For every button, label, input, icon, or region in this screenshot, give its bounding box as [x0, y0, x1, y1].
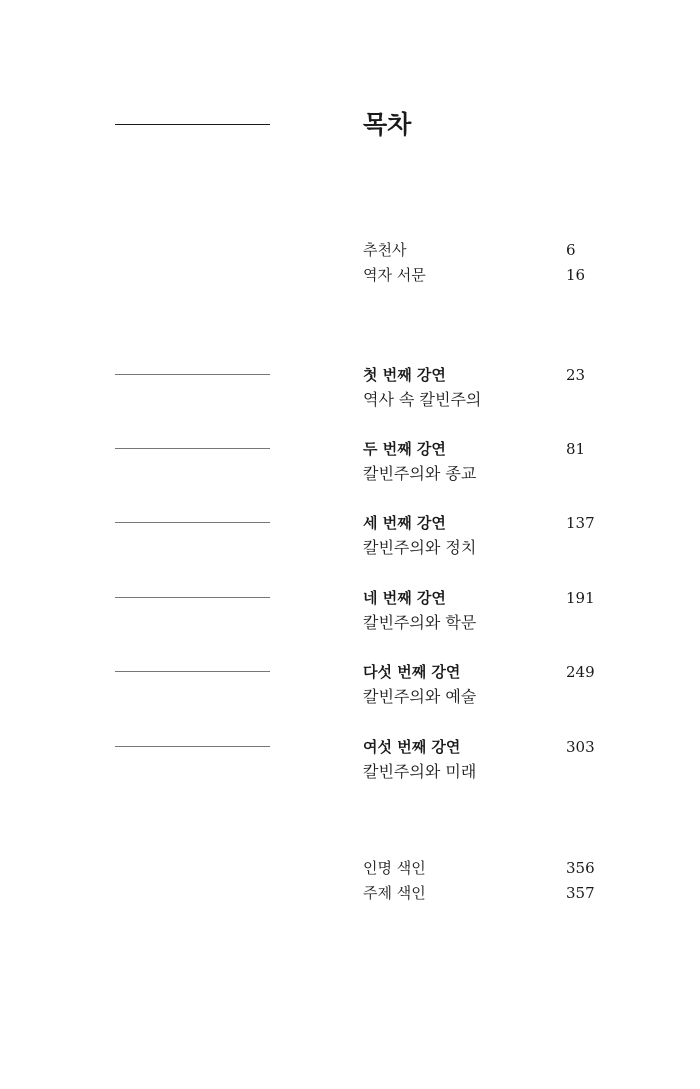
lecture-subtitle: 역사 속 칼빈주의 — [363, 390, 482, 409]
lecture-rule — [115, 374, 270, 375]
lecture-page: 137 — [566, 514, 595, 532]
lecture-subtitle: 칼빈주의와 예술 — [363, 687, 477, 706]
lecture-page: 23 — [566, 366, 586, 384]
toc-lecture-2[interactable] — [0, 438, 700, 488]
lecture-rule — [115, 597, 270, 598]
lecture-subtitle: 칼빈주의와 종교 — [363, 464, 477, 483]
toc-entry-foreword[interactable] — [363, 238, 603, 262]
toc-lecture-5[interactable] — [0, 661, 700, 711]
lecture-subtitle: 칼빈주의와 미래 — [363, 762, 477, 781]
toc-entry-page: 357 — [566, 884, 595, 902]
lecture-page: 249 — [566, 663, 595, 681]
lecture-rule — [115, 671, 270, 672]
toc-entry-label: 역자 서문 — [363, 266, 426, 284]
toc-entry-page: 16 — [566, 266, 586, 284]
lecture-subtitle: 칼빈주의와 학문 — [363, 613, 477, 632]
toc-lecture-3[interactable] — [0, 512, 700, 562]
lecture-title: 세 번째 강연 — [363, 514, 446, 532]
lecture-title: 첫 번째 강연 — [363, 366, 446, 384]
lecture-rule — [115, 448, 270, 449]
lecture-subtitle: 칼빈주의와 정치 — [363, 538, 477, 557]
toc-entry-page: 6 — [566, 241, 576, 259]
lecture-page: 81 — [566, 440, 586, 458]
toc-lecture-6[interactable] — [0, 736, 700, 786]
toc-entry-label: 주제 색인 — [363, 884, 426, 902]
lecture-title: 다섯 번째 강연 — [363, 663, 461, 681]
lecture-page: 191 — [566, 589, 595, 607]
toc-entry-page: 356 — [566, 859, 595, 877]
lecture-title: 두 번째 강연 — [363, 440, 446, 458]
toc-lecture-4[interactable] — [0, 587, 700, 637]
toc-lecture-1[interactable] — [0, 364, 700, 414]
lecture-rule — [115, 746, 270, 747]
page-title: 목차 — [363, 110, 412, 139]
lecture-title: 네 번째 강연 — [363, 589, 446, 607]
toc-entry-label: 인명 색인 — [363, 859, 426, 877]
toc-entry-subject-index[interactable] — [363, 881, 603, 905]
title-rule — [115, 124, 270, 125]
toc-entry-name-index[interactable] — [363, 856, 603, 880]
lecture-page: 303 — [566, 738, 595, 756]
toc-entry-label: 추천사 — [363, 241, 407, 259]
toc-entry-translator-preface[interactable] — [363, 263, 603, 287]
lecture-rule — [115, 522, 270, 523]
lecture-title: 여섯 번째 강연 — [363, 738, 461, 756]
